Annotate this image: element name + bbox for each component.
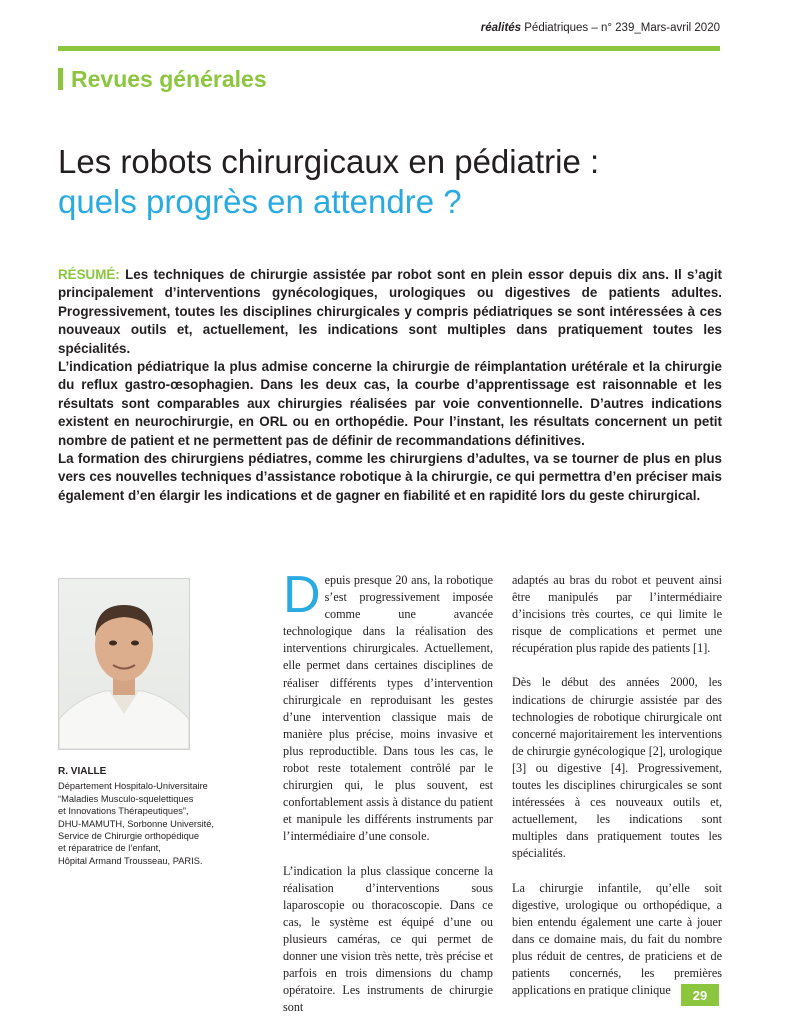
body-column-1 [283, 566, 493, 1033]
abstract-text-1: Les techniques de chirurgie assistée par robot sont en plein essor depuis dix ans. Il s’agit principalement d’interventions gynécologiques, urologiques ou digestives de patients adultes. Progressivement, toutes les disciplines chirurgicales y compris pédiatriques se sont intéressées à ces nouveaux outils et, actuellement, les indications sont multiples dans pratiquement toutes les spécialités. [58, 267, 722, 356]
body-text: epuis presque 20 ans, la robotique s’est progressivement imposée comme une avancée technologique dans la réalisation des interventions chirurgicales. Actuellement, elle permet dans certaines disciplines de réaliser différents types d’intervention chirurgicale en reproduisant les gestes d’une intervention classique mais de manière plus précise, moins invasive et plus reproductible. Dans tous les cas, le robot reste totalement contrôlé par le chirurgien qui, le plus souvent, est confortablement assis à distance du patient et manipule les différents instruments par l’intermédiaire d’une console. [283, 573, 493, 844]
abstract-text-2: L’indication pédiatrique la plus admise concerne la chirurgie de réimplantation urétérale et la chirurgie du reflux gastro-œsophagien. Dans les deux cas, la courbe d’apprentissage est raisonnable et les résultats sont comparables aux chirurgies réalisées par voie conventionnelle. D’autres indications existent en neurochirurgie, en ORL ou en orthopédie. Pour l’instant, les résultats concernent un petit nombre de patient et ne permettent pas de définir de recommandations définitives. [58, 359, 722, 448]
author-name: R. VIALLE [58, 766, 107, 777]
page-number: 29 [681, 984, 719, 1006]
header-rule [58, 46, 720, 51]
issue-info: Pédiatriques – n° 239_Mars-avril 2020 [521, 22, 720, 34]
affiliation-line: “Maladies Musculo-squelettiques [58, 793, 194, 804]
affiliation-line: et réparatrice de l’enfant, [58, 843, 161, 854]
section-label: Revues générales [71, 65, 267, 92]
affiliation-line: DHU-MAMUTH, Sorbonne Université, [58, 818, 215, 829]
body-paragraph: Dès le début des années 2000, les indications de chirurgie assistée par des technologies de robotique chirurgicale ont concerné majoritairement les interventions de chirurgie gynécologique [2], urologique [3] ou digestive [4]. Progressivement, toutes les disciplines chirurgicales se sont intéressées à ces nouveaux outils et, actuellement, les indications sont multiples dans pratiquement toutes les spécialités. [512, 675, 722, 861]
running-header [58, 22, 720, 34]
body-paragraph: L’indication la plus classique concerne la réalisation d’interventions sous laparoscopie ou thoracoscopie. Dans ce cas, le système est équipé d’une ou plusieurs caméras, ce qui permet de donner une vision très nette, très précise et parfois en trois dimensions du champ opératoire. Les instruments de chirurgie sont [283, 863, 493, 1015]
body-column-2 [512, 572, 722, 1016]
abstract-paragraph [58, 266, 722, 358]
body-paragraph: adaptés au bras du robot et peuvent ainsi être manipulés par l’intermédiaire d’incisions très courtes, ce qui limite le risque de complications et permet une récupération plus rapide des patients [1]. [512, 573, 722, 656]
author-photo [58, 578, 190, 750]
journal-brand: réalités [480, 22, 522, 34]
drop-cap: D [283, 566, 321, 624]
affiliation-line: et Innovations Thérapeutiques”, [58, 806, 189, 817]
affiliation-line: Hôpital Armand Trousseau, PARIS. [58, 855, 203, 866]
affiliation-line: Service de Chirurgie orthopédique [58, 831, 200, 842]
body-paragraph [283, 566, 493, 846]
article-title [58, 142, 738, 222]
abstract-text-3: La formation des chirurgiens pédiatres, comme les chirurgiens d’adultes, va se tourner de plus en plus vers ces nouvelles techniques d’assistance robotique à la chirurgie, ce qui permettra d’en préciser mais également d’en élargir les indications et de gagner en fiabilité et en rapidité lors du geste chirurgical. [58, 451, 722, 503]
abstract-lead: RÉSUMÉ: [58, 267, 120, 282]
title-line-2: quels progrès en attendre ? [58, 183, 462, 220]
section-bar [58, 68, 63, 90]
body-paragraph: La chirurgie infantile, qu’elle soit digestive, urologique ou orthopédique, a bien entendu également une carte à jouer dans ce domaine mais, du fait du nombre plus réduit de centres, de praticiens et de patients concernés, les premières applications en pratique clinique [512, 880, 722, 998]
author-block [58, 766, 218, 867]
affiliation-line: Département Hospitalo-Universitaire [58, 781, 208, 792]
title-line-1: Les robots chirurgicaux en pédiatrie : [58, 143, 600, 180]
section-tag [58, 66, 267, 92]
abstract [58, 266, 722, 505]
